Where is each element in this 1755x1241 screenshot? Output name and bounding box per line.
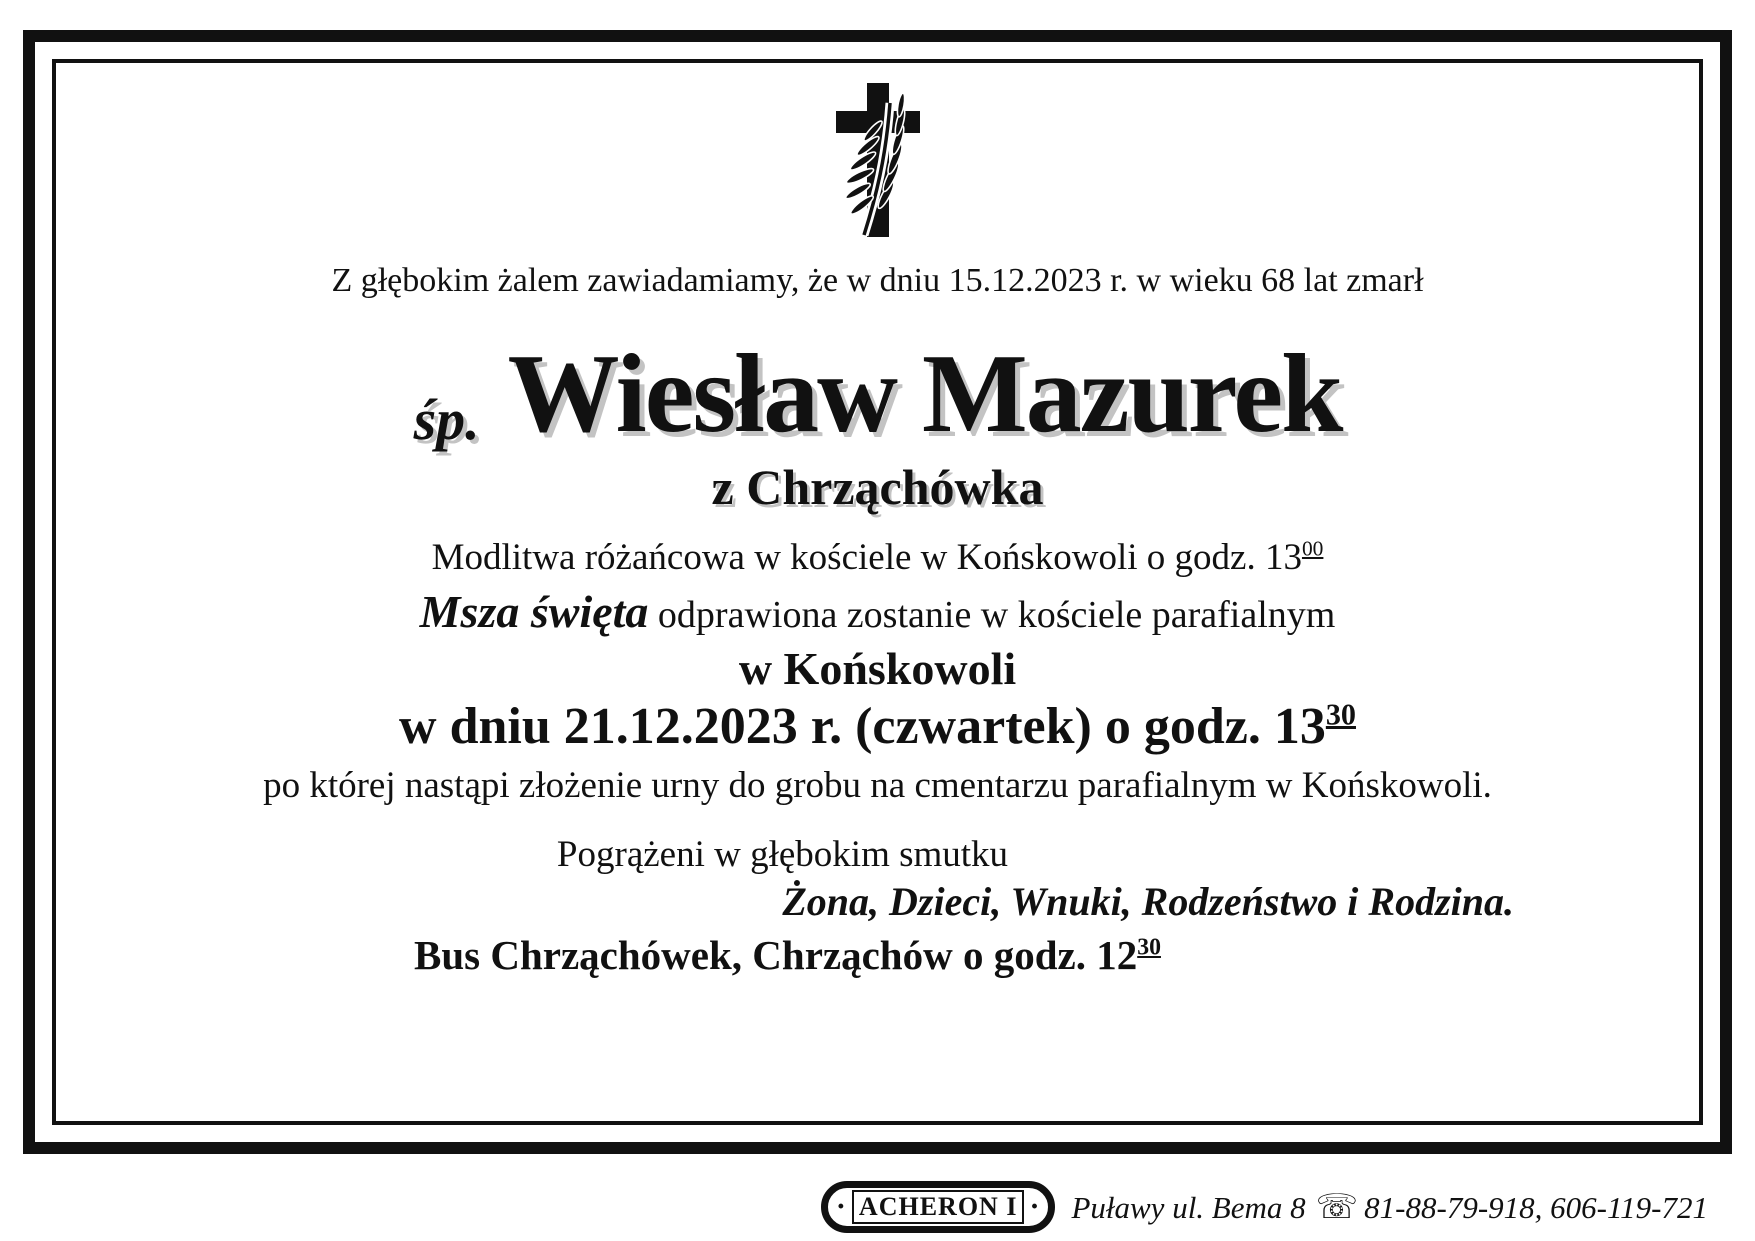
cross-with-palm-branch-icon: [56, 77, 1699, 239]
obituary-inner-frame: [52, 59, 1703, 1125]
mass-line: [56, 585, 1699, 638]
funeral-home-footer: [821, 1181, 1708, 1233]
rosary-line: [56, 536, 1699, 579]
mass-date-text: w dniu 21.12.2023 r. (czwartek) o godz. 13: [399, 697, 1326, 755]
mass-rest: odprawiona zostanie w kościele parafialnym: [648, 593, 1336, 636]
footer-address: Puławy ul. Bema 8: [1071, 1190, 1306, 1226]
footer-contact: [1071, 1187, 1708, 1227]
obituary-outer-frame: [23, 30, 1732, 1154]
bus-line: [0, 931, 1609, 979]
bus-text: Bus Chrząchówek, Chrząchów o godz. 12: [414, 931, 1138, 978]
deceased-name: Wiesław Mazurek: [507, 331, 1342, 456]
footer-phones: 81-88-79-918, 606-119-721: [1364, 1190, 1708, 1226]
burial-line: po której nastąpi złożenie urny do grobu na cmentarzu parafialnym w Końskowoli.: [263, 764, 1492, 806]
rosary-time-superscript: 00: [1301, 536, 1324, 561]
mass-time-superscript: 30: [1325, 697, 1356, 732]
mass-emphasis: Msza święta: [419, 585, 649, 637]
bus-time-superscript: 30: [1137, 934, 1161, 961]
family-line: Żona, Dzieci, Wnuki, Rodzeństwo i Rodzina.: [782, 878, 1514, 924]
logo-text: ACHERON I: [852, 1190, 1025, 1224]
mass-place-line: w Końskowoli: [738, 642, 1017, 694]
origin-line: z Chrząchówka: [711, 458, 1044, 515]
rosary-text: Modlitwa różańcowa w kościele w Końskowoli o godz. 13: [431, 536, 1302, 578]
acheron-logo: · ACHERON I ·: [821, 1181, 1056, 1233]
mass-date-line: [56, 697, 1699, 756]
deceased-name-line: [56, 331, 1699, 456]
honorific: śp.: [413, 386, 480, 452]
mourning-line: Pogrążeni w głębokim smutku: [556, 833, 1009, 875]
announcement-line: Z głębokim żalem zawiadamiamy, że w dniu 15.12.2023 r. w wieku 68 lat zmarł: [331, 262, 1424, 299]
phone-icon: ☏: [1315, 1189, 1359, 1227]
